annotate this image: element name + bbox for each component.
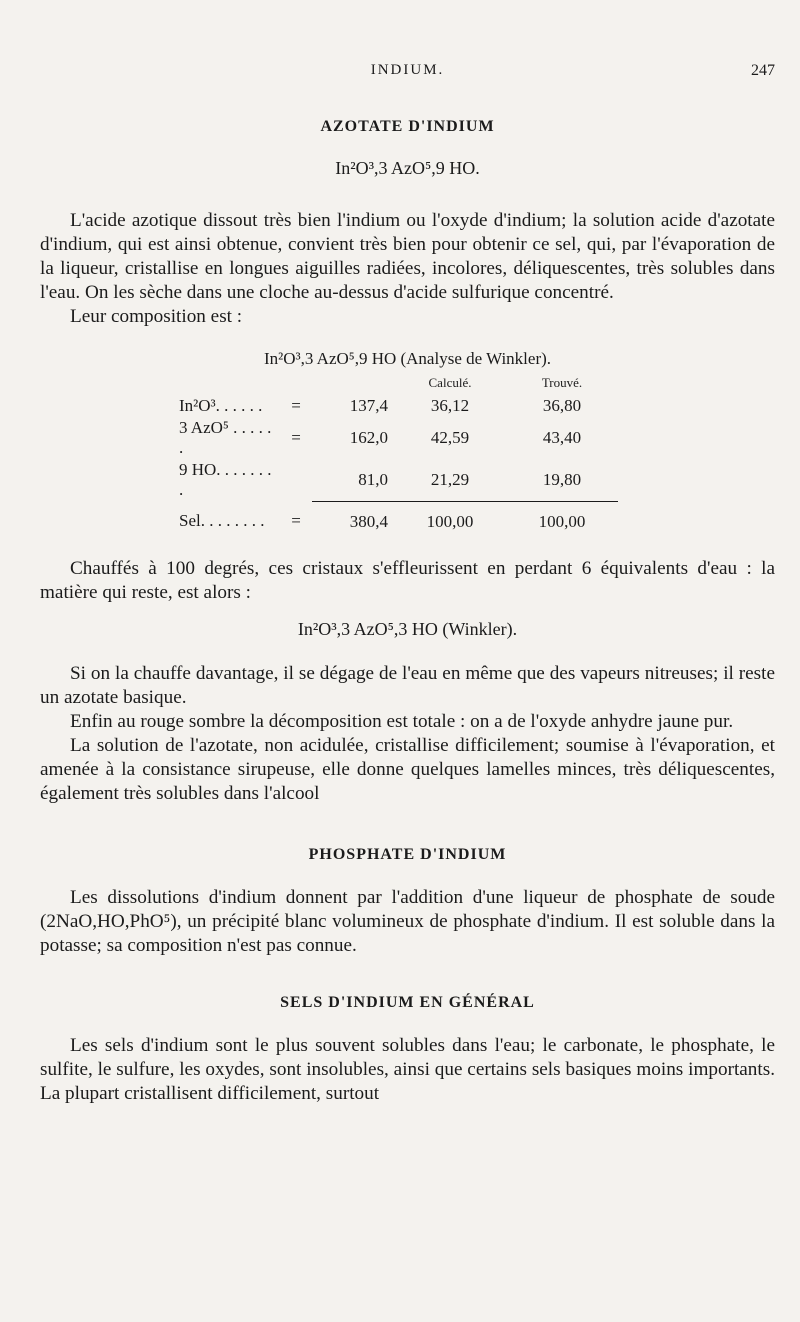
- formula-azotate: In²O³,3 AzO⁵,9 HO.: [335, 158, 480, 178]
- row-value: 162,0: [349, 428, 388, 447]
- row-equals: [280, 459, 312, 501]
- analysis-title: In²O³,3 AzO⁵,9 HO (Analyse de Winkler).: [263, 349, 552, 368]
- running-head: [40, 62, 775, 96]
- row-label: In²O³. . . . . .: [179, 396, 263, 415]
- table-total-row: [173, 501, 618, 533]
- row-equals: =: [291, 428, 301, 447]
- paragraph: La solution de l'azotate, non acidulée, cristallise difficilement; soumise à l'évaporation, et amenée à la consistance sirupeuse, elle donne quelques lamelles minces, très déliquescentes, également très solubles dans l'alcool: [40, 734, 775, 804]
- paragraph: Enfin au rouge sombre la décomposition est totale : on a de l'oxyde anhydre jaune pur.: [70, 710, 734, 732]
- column-header-trouve: Trouvé.: [541, 375, 583, 390]
- paragraph: Les sels d'indium sont le plus souvent solubles dans l'eau; le carbonate, le phosphate, le sulfite, le sulfure, les oxydes, sont insolubles, ainsi que certains sels basiques moins importants. La plupart cristallisent difficilement, surtout: [40, 1034, 775, 1104]
- row-found: 43,40: [542, 428, 582, 447]
- analysis-table: [173, 375, 618, 533]
- column-header-calcule: Calculé.: [428, 375, 472, 390]
- paragraph: Chauffés à 100 degrés, ces cristaux s'effleurissent en perdant 6 équivalents d'eau : la matière qui reste, est alors :: [40, 557, 775, 603]
- row-calculated: 36,12: [430, 396, 470, 415]
- paragraph: Leur composition est :: [70, 306, 243, 327]
- row-label: 3 AzO⁵ . . . . . .: [179, 418, 272, 457]
- row-found: 36,80: [542, 396, 582, 415]
- row-equals: =: [291, 396, 301, 415]
- row-label: 9 HO. . . . . . . .: [179, 460, 272, 499]
- table-row: [173, 417, 618, 459]
- table-header-row: [173, 375, 618, 395]
- section-heading-sels: SELS D'INDIUM EN GÉNÉRAL: [280, 993, 535, 1011]
- table-row: [173, 459, 618, 501]
- paragraph: Si on la chauffe davantage, il se dégage de l'eau en même que des vapeurs nitreuses; il reste un azotate basique.: [40, 662, 775, 708]
- row-calculated: 42,59: [430, 428, 470, 447]
- running-head-title: INDIUM.: [370, 62, 445, 78]
- row-value: 137,4: [349, 396, 388, 415]
- paragraph: Les dissolutions d'indium donnent par l'addition d'une liqueur de phosphate de soude (2NaO,HO,PhO⁵), un précipité blanc volumineux de phosphate d'indium. Il est soluble dans la potasse; sa composition n'est pas connue.: [40, 886, 775, 956]
- row-calculated: 21,29: [394, 459, 506, 501]
- page-number: 247: [751, 62, 775, 79]
- row-value: 81,0: [312, 459, 394, 501]
- formula-winkler: In²O³,3 AzO⁵,3 HO (Winkler).: [297, 618, 518, 639]
- total-value: 380,4: [349, 511, 388, 531]
- table-row: [173, 395, 618, 417]
- total-label: Sel. . . . . . . .: [179, 511, 265, 531]
- paragraph: L'acide azotique dissout très bien l'indium ou l'oxyde d'indium; la solution acide d'azotate d'indium, qui est ainsi obtenue, convient très bien pour obtenir ce sel, qui, par l'évaporation de la liqueur, cristallise en longues aiguilles radiées, incolores, déliquescentes, très solubles dans l'eau. On les sèche dans une cloche au-dessus d'acide sulfurique concentré.: [40, 210, 775, 303]
- section-heading-azotate: AZOTATE D'INDIUM: [320, 118, 495, 135]
- total-equals: =: [291, 511, 301, 531]
- row-found: 19,80: [506, 459, 618, 501]
- total-found: 100,00: [538, 511, 586, 531]
- section-heading-phosphate: PHOSPHATE D'INDIUM: [308, 845, 507, 863]
- total-calculated: 100,00: [426, 511, 474, 531]
- page: [40, 62, 775, 1106]
